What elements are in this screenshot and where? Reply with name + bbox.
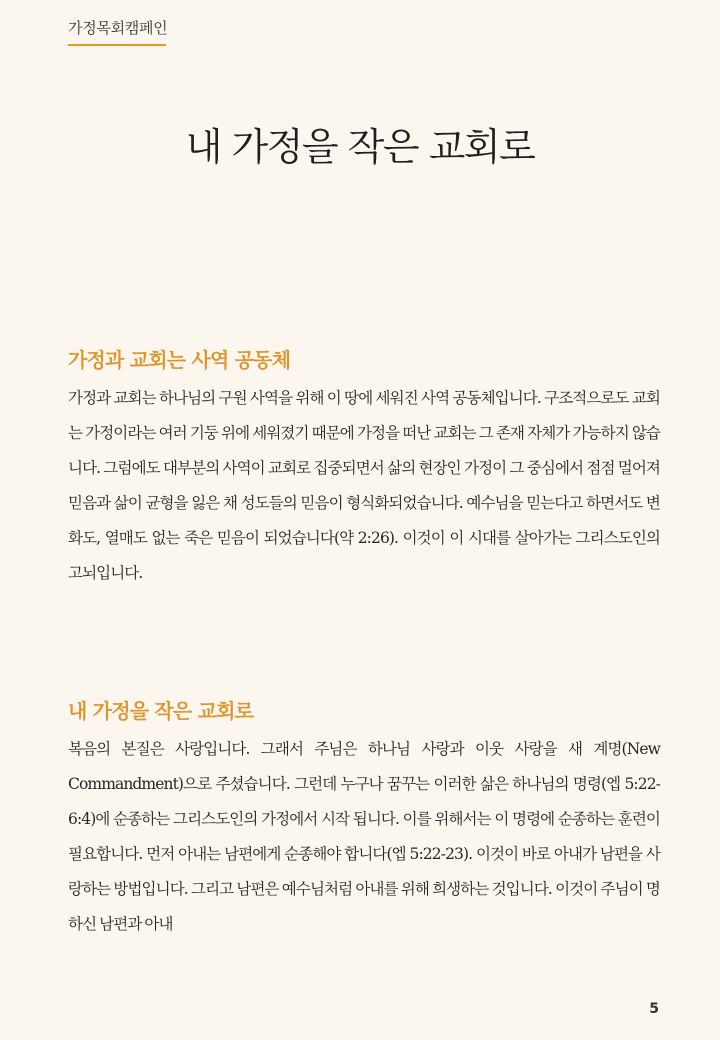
section-paragraph: 가정과 교회는 하나님의 구원 사역을 위해 이 땅에 세워진 사역 공동체입니다. 구조적으로도 교회는 가정이라는 여러 기둥 위에 세워졌기 때문에 가정을 떠난 교회는 그 존재 자체가 가능하지 않습니다. 그럼에도 대부분의 사역이 교회로 집중되면서 삶의 현장인 가정이 그 중심에서 점점 멀어져 믿음과 삶이 균형을 잃은 채 성도들의 믿음이 형식화되었습니다. 예수님을 믿는다고 하면서도 변화도, 열매도 없는 죽은 믿음이 되었습니다(약 2:26). 이것이 이 시대를 살아가는 그리스도인의 고뇌입니다.: [68, 389, 660, 582]
page-title: 내 가정을 작은 교회로: [185, 125, 535, 169]
section-paragraph: 복음의 본질은 사랑입니다. 그래서 주님은 하나님 사랑과 이웃 사랑을 새 계명(New Commandment)으로 주셨습니다. 그런데 누구나 꿈꾸는 이러한 삶은 하나님의 명령(엡 5:22-6:4)에 순종하는 그리스도인의 가정에서 시작 됩니다. 이를 위해서는 이 명령에 순종하는 훈련이 필요합니다. 먼저 아내는 남편에게 순종해야 합니다(엡 5:22-23). 이것이 바로 아내가 남편을 사랑하는 방법입니다. 그리고 남편은 예수님처럼 아내를 위해 희생하는 것입니다. 이것이 주님이 명하신 남편과 아내: [68, 740, 660, 933]
section-home-church: [68, 696, 660, 942]
page-number: 5: [649, 1001, 659, 1017]
section-ministry-community: [68, 345, 660, 591]
section-heading: 가정과 교회는 사역 공동체: [68, 348, 291, 372]
header-underline: [68, 44, 166, 46]
campaign-label: 가정목회캠페인: [68, 19, 168, 37]
section-heading: 내 가정을 작은 교회로: [68, 699, 254, 723]
